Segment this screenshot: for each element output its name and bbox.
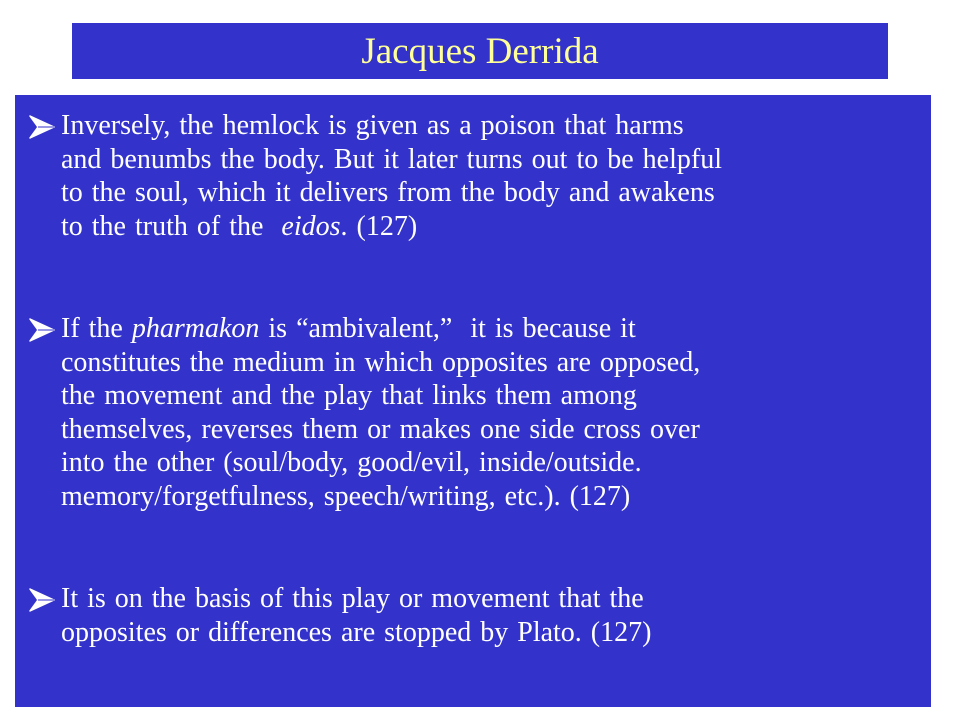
bullet-item [15, 582, 931, 649]
bullet-line [61, 210, 923, 244]
bullet-line: and benumbs the body. But it later turns out to be helpful [61, 143, 722, 175]
bullet-line: It is on the basis of this play or movement that the [61, 583, 644, 614]
bullet-text [61, 109, 923, 243]
bullet-text [61, 312, 923, 513]
bullet-line: into the other (soul/body, good/evil, inside/outside. [61, 447, 642, 478]
arrow-bullet-icon [28, 312, 58, 346]
bullet-line-start: If the [61, 313, 132, 344]
bullet-line: constitutes the medium in which opposites are opposed, [61, 346, 701, 378]
italic-term: eidos [281, 210, 341, 242]
arrow-bullet-icon [28, 109, 58, 143]
bullet-line-end: is “ambivalent,” it is because it [259, 313, 636, 344]
bullet-line: opposites or differences are stopped by Plato. (127) [61, 616, 652, 648]
italic-term: pharmakon [131, 313, 260, 344]
bullet-item [15, 109, 931, 243]
bullet-line [61, 312, 923, 346]
slide-title: Jacques Derrida [361, 30, 599, 72]
bullet-text [61, 582, 923, 649]
citation: . (127) [340, 210, 418, 242]
bullet-line-start: to the truth of the [61, 210, 273, 242]
content-panel [15, 95, 931, 707]
bullet-line: the movement and the play that links them among [61, 380, 637, 411]
title-bar [72, 23, 888, 79]
bullet-line: memory/forgetfulness, speech/writing, etc.). (127) [61, 480, 631, 512]
bullet-line: Inversely, the hemlock is given as a poison that harms [61, 110, 684, 141]
bullet-line: to the soul, which it delivers from the body and awakens [61, 177, 715, 208]
arrow-bullet-icon [28, 582, 58, 616]
bullet-line: themselves, reverses them or makes one side cross over [61, 413, 700, 445]
bullet-item [15, 312, 931, 513]
